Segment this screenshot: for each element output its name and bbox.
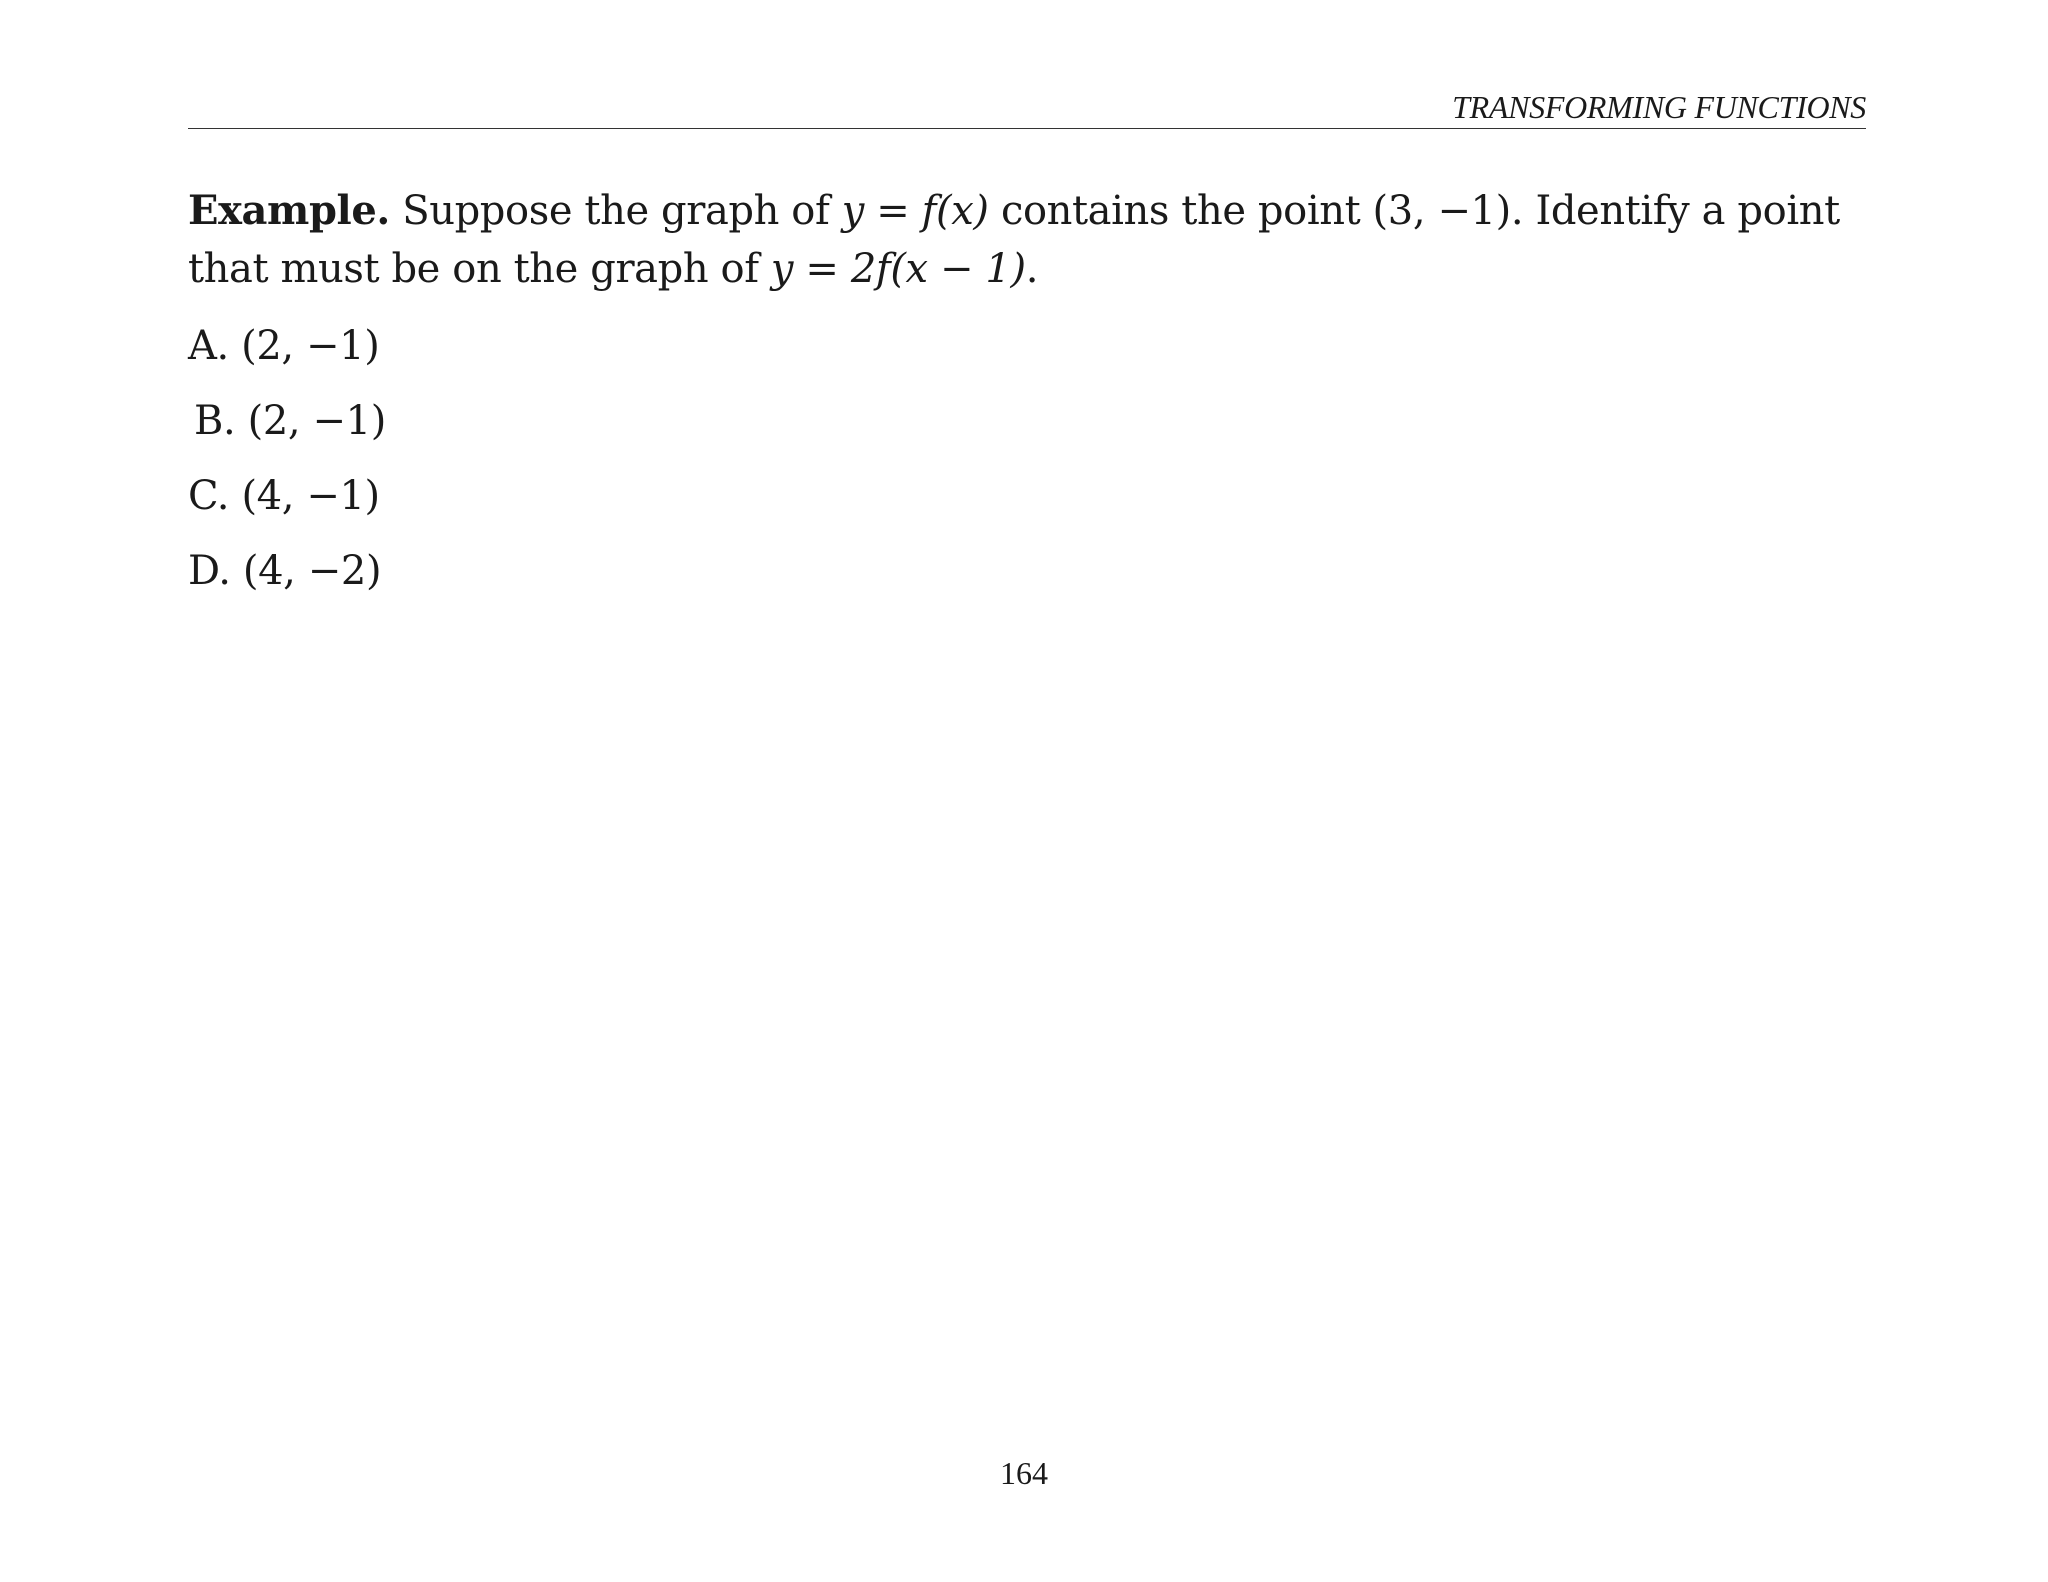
- choice-c: [188, 468, 386, 543]
- choice-value: (4, −1): [241, 473, 380, 519]
- choice-letter: A.: [188, 323, 229, 369]
- choice-b: [188, 393, 386, 468]
- problem-line-2: [188, 240, 1866, 298]
- choice-a: [188, 318, 386, 393]
- choice-value: (2, −1): [241, 323, 380, 369]
- choice-letter: D.: [188, 548, 231, 594]
- running-head: TRANSFORMING FUNCTIONS: [1452, 89, 1866, 125]
- example-label: Example.: [188, 187, 390, 234]
- choice-letter: C.: [188, 473, 230, 519]
- page-number: 164: [1000, 1455, 1048, 1491]
- example-problem: [188, 182, 1866, 298]
- answer-choices: [188, 318, 386, 618]
- transformed-function-expression: y = 2f(x − 1): [770, 246, 1026, 292]
- problem-text-1: Suppose the graph of: [389, 188, 842, 234]
- choice-value: (2, −1): [247, 398, 386, 444]
- problem-text-2: contains the point (3, −1). Identify a point: [988, 188, 1840, 234]
- header-rule: [188, 128, 1866, 129]
- choice-value: (4, −2): [242, 548, 382, 594]
- problem-text-4: .: [1025, 246, 1039, 292]
- problem-text-3: that must be on the graph of: [188, 246, 771, 292]
- choice-letter: B.: [194, 398, 236, 444]
- function-expression: y = f(x): [841, 188, 989, 234]
- choice-d: [188, 543, 386, 618]
